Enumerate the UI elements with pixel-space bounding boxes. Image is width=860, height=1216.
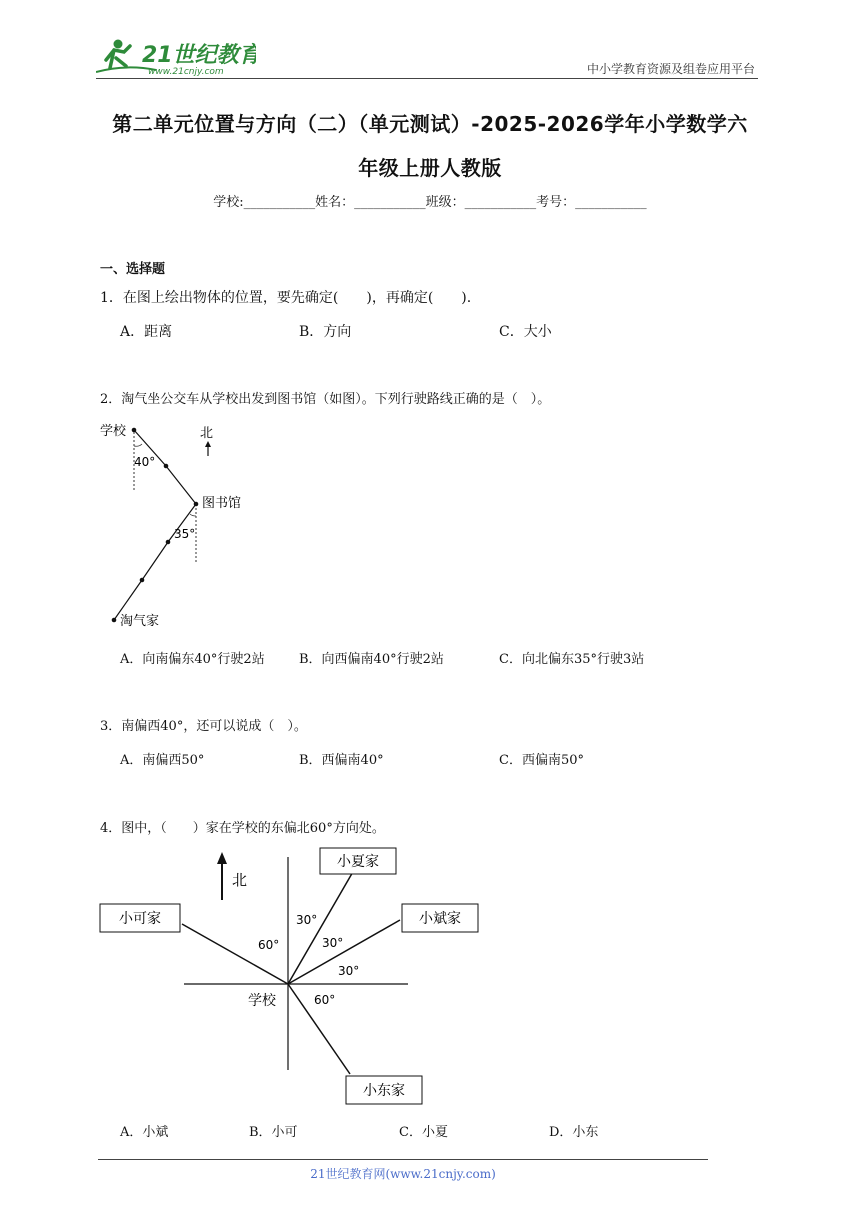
figure4-angle-60-right: 60° (314, 993, 336, 1007)
question-4-stem: 4．图中，（ ）家在学校的东偏北60°方向处。 (100, 821, 385, 836)
question-1-option-a[interactable]: A．距离 (120, 324, 173, 340)
site-logo (96, 34, 256, 78)
header-platform-text: 中小学教育资源及组卷应用平台 (586, 62, 755, 76)
question-2-route-figure (96, 416, 266, 636)
footer-link[interactable]: 21世纪教育网(www.21cnjy.com) (310, 1167, 496, 1181)
figure2-angle-40: 40° (134, 455, 156, 469)
question-3-option-a[interactable]: A．南偏西50° (120, 753, 205, 768)
question-4-option-c[interactable]: C．小夏 (399, 1125, 448, 1140)
question-4-direction-figure (96, 842, 486, 1112)
figure4-school-label: 学校 (248, 993, 276, 1009)
question-3-option-b[interactable]: B．西偏南40° (299, 753, 384, 768)
student-info-line: 学校:___________姓名：___________班级：___________考号：___________ (213, 195, 647, 210)
question-4-option-d[interactable]: D．小东 (549, 1125, 599, 1140)
figure2-school-label: 学校 (100, 424, 127, 439)
figure4-xiaoke-label: 小可家 (119, 911, 161, 927)
question-2-option-a[interactable]: A．向南偏东40°行驶2站 (120, 652, 265, 667)
figure2-library-label: 图书馆 (202, 496, 242, 511)
figure2-angle-35: 35° (174, 527, 196, 541)
question-3-option-c[interactable]: C．西偏南50° (499, 753, 584, 768)
question-2-option-c[interactable]: C．向北偏东35°行驶3站 (499, 652, 645, 667)
figure4-angle-30-mid: 30° (322, 936, 344, 950)
figure4-north-label: 北 (232, 871, 248, 889)
question-2-option-b[interactable]: B．向西偏南40°行驶2站 (299, 652, 444, 667)
figure2-north-label: 北 (200, 426, 214, 441)
question-4-option-b[interactable]: B．小可 (249, 1125, 298, 1140)
question-3-stem: 3．南偏西40°，还可以说成（ ）。 (100, 719, 307, 734)
section-title: 一、选择题 (100, 262, 166, 277)
footer-divider (98, 1159, 708, 1160)
question-1-stem: 1．在图上绘出物体的位置，要先确定( )，再确定( ). (100, 290, 472, 306)
header-divider (96, 78, 758, 79)
figure4-angle-60-left: 60° (258, 938, 280, 952)
logo-text: 21世纪教育 (142, 43, 256, 68)
page-title-line1: 第二单元位置与方向（二）（单元测试）-2025-2026学年小学数学六 (112, 112, 748, 136)
question-4-option-a[interactable]: A．小斌 (120, 1125, 169, 1140)
north-arrow-icon (205, 441, 211, 456)
figure4-angle-30-top: 30° (296, 913, 318, 927)
logo-url: www.21cnjy.com (148, 67, 224, 77)
question-1-option-c[interactable]: C．大小 (499, 324, 552, 340)
figure2-home-label: 淘气家 (120, 614, 160, 629)
figure4-xiaodong-label: 小东家 (363, 1083, 405, 1099)
figure4-xiaoxia-label: 小夏家 (337, 854, 379, 870)
figure4-xiaobin-label: 小斌家 (419, 911, 461, 927)
question-1-option-b[interactable]: B．方向 (299, 324, 352, 340)
question-2-stem: 2．淘气坐公交车从学校出发到图书馆（如图）。下列行驶路线正确的是（ ）。 (100, 392, 551, 407)
north-arrow-icon (217, 852, 227, 900)
figure4-angle-30-low: 30° (338, 964, 360, 978)
page-title-line2: 年级上册人教版 (358, 156, 502, 180)
